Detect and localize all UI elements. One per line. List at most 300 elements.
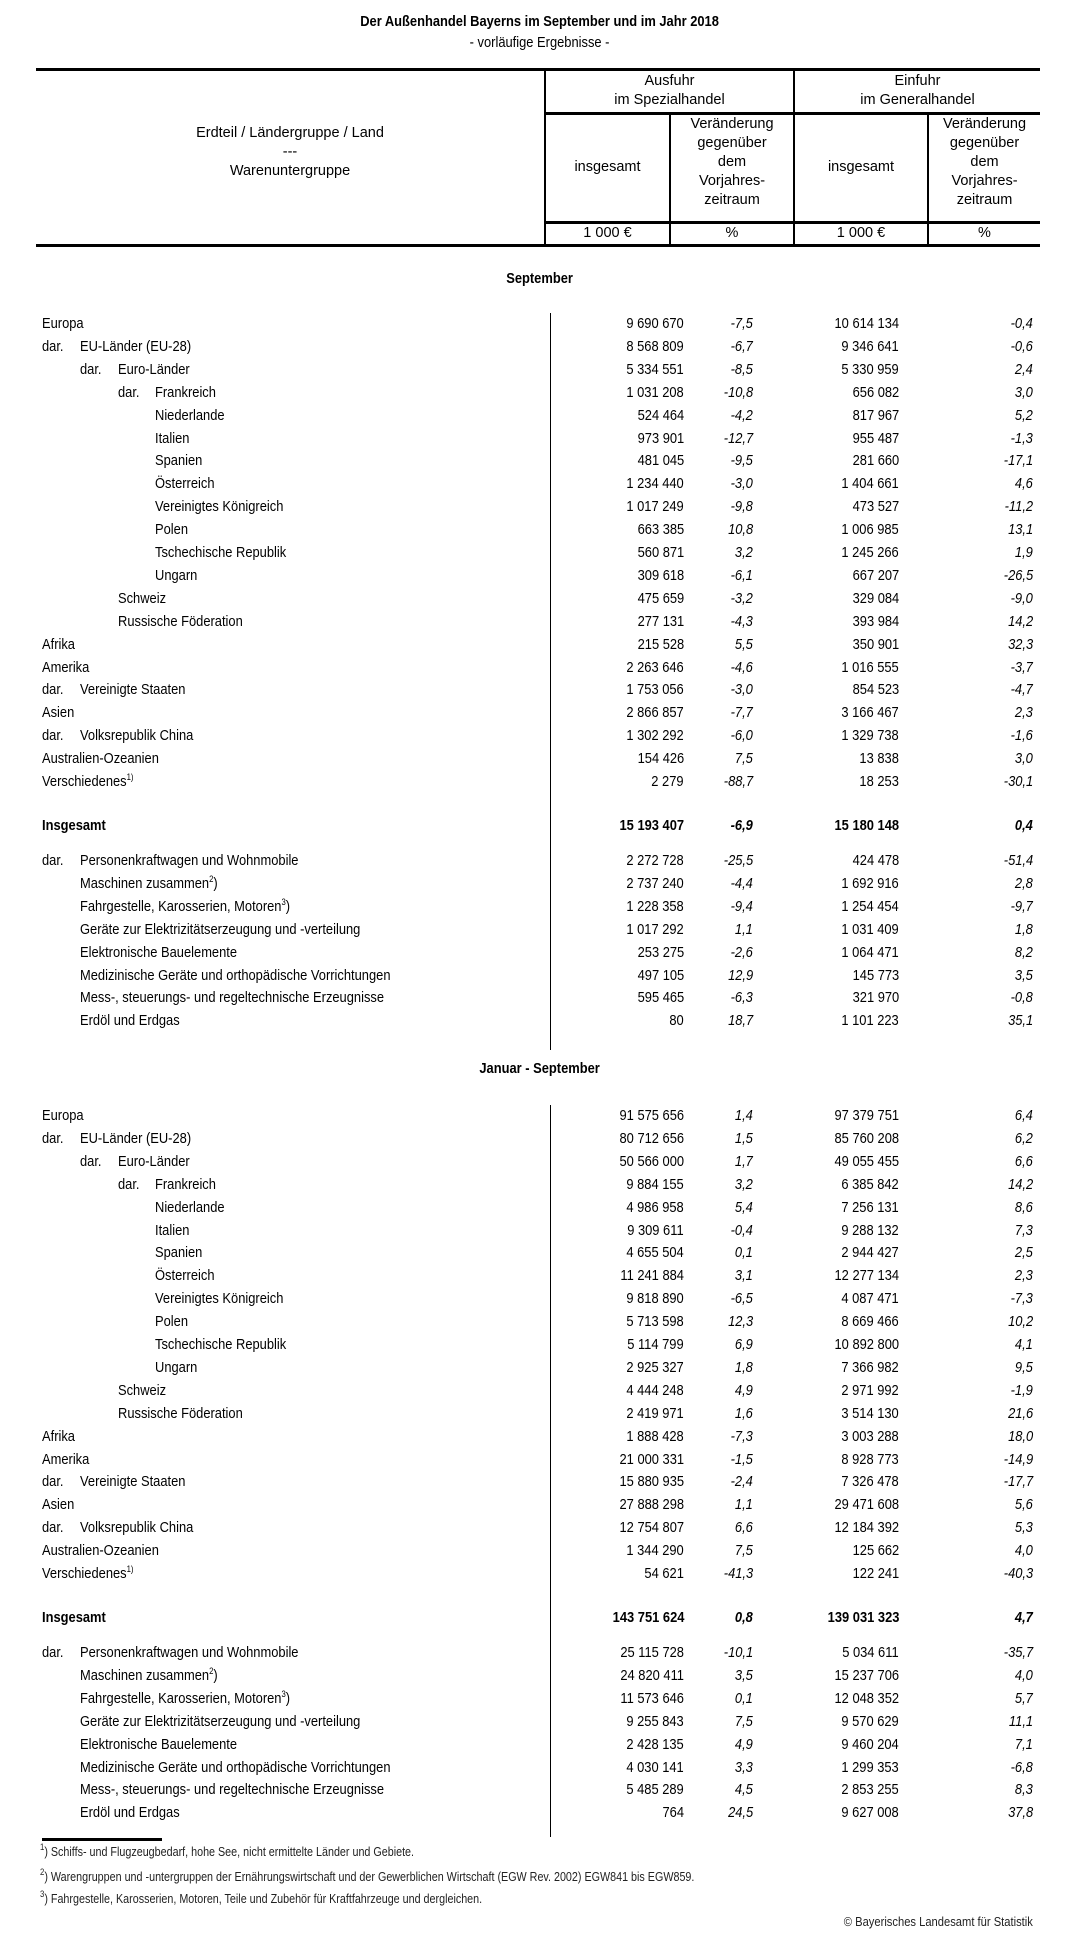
row-label (80, 965, 391, 987)
import-change-cell: -1,3 (1010, 429, 1033, 447)
import-change-cell: 14,2 (1007, 612, 1033, 630)
import-change-cell: 1,8 (1015, 920, 1033, 938)
export-total-cell: 9 884 155 (626, 1175, 684, 1193)
import-change-cell: -3,7 (1010, 658, 1033, 676)
table-row (0, 873, 1079, 895)
row-label-text: Österreich (155, 1267, 215, 1285)
import-change-cell: 32,3 (1007, 635, 1033, 653)
export-total-cell: 80 (669, 1012, 684, 1030)
export-total-cell: 27 888 298 (619, 1496, 684, 1514)
row-label (118, 1380, 166, 1402)
row-label-text: Italien (155, 429, 190, 447)
row-label (42, 1426, 75, 1448)
export-change-cell: 3,5 (735, 1666, 753, 1684)
row-label-text: Ungarn (155, 1358, 198, 1376)
import-change-cell: 6,6 (1015, 1152, 1033, 1170)
export-change-cell: -4,6 (730, 658, 753, 676)
change-line: Vorjahres- (951, 173, 1018, 189)
export-total-cell: 2 419 971 (626, 1404, 684, 1422)
import-total-cell: 7 366 982 (841, 1358, 899, 1376)
export-change-cell: 1,4 (735, 1107, 753, 1124)
row-label-text: EU-Länder (EU-28) (80, 1129, 192, 1147)
change-line: Veränderung (942, 116, 1027, 132)
export-total-cell: 54 621 (644, 1565, 684, 1582)
import-total-cell: 7 326 478 (841, 1473, 899, 1491)
import-total-cell: 1 404 661 (841, 475, 899, 493)
dar-prefix: dar. (42, 1129, 64, 1147)
row-label-text: Schweiz (118, 1381, 167, 1399)
table-row (0, 702, 1079, 724)
row-label-text: Tschechische Republik (155, 1336, 287, 1353)
table-row (0, 725, 1079, 747)
export-change-cell: -6,1 (730, 566, 753, 584)
row-label (155, 428, 189, 450)
table-row (0, 1540, 1079, 1562)
import-total-cell: 15 237 706 (834, 1666, 899, 1684)
change-line: zeitraum (956, 192, 1013, 208)
import-change-cell: -11,2 (1004, 498, 1033, 516)
row-label-text: Europa (42, 1107, 84, 1124)
dar-prefix: dar. (42, 1473, 64, 1491)
table-row (0, 748, 1079, 770)
export-change-cell: 12,3 (727, 1313, 753, 1331)
footnote-mark: 3 (40, 1889, 45, 1899)
export-change-cell: 3,2 (735, 544, 753, 561)
footnote-ref: 2 (209, 1665, 214, 1676)
row-label-text: Amerika (42, 658, 90, 676)
import-total-cell: 1 031 409 (841, 920, 899, 938)
table-row (0, 359, 1079, 381)
row-label (118, 611, 243, 633)
row-label (155, 1311, 188, 1333)
row-label-text: Asien (42, 704, 75, 722)
table-row (0, 588, 1079, 610)
table-row (0, 771, 1079, 793)
import-change-cell: 14,2 (1007, 1175, 1033, 1193)
export-total-cell: 764 (662, 1804, 684, 1822)
import-total-cell: 10 892 800 (834, 1336, 899, 1353)
footnote-ref: 1) (126, 1564, 134, 1574)
export-change-cell: -7,5 (730, 315, 753, 332)
footnote-ref: 3 (281, 896, 286, 907)
import-total-cell: 350 901 (852, 635, 899, 653)
row-label (80, 1757, 391, 1779)
table-row (0, 473, 1079, 495)
import-total-cell: 393 984 (852, 612, 899, 630)
row-label-text: Spanien (155, 1244, 203, 1262)
import-change-cell: 6,4 (1015, 1107, 1033, 1124)
export-total-cell: 1 888 428 (626, 1427, 684, 1445)
table-row (0, 382, 1079, 404)
import-change-cell: -0,4 (1010, 315, 1033, 332)
row-label-text: Asien (42, 1496, 75, 1514)
header-bottom-rule (36, 244, 1040, 247)
export-total-cell: 21 000 331 (619, 1450, 684, 1468)
table-row (0, 1494, 1079, 1516)
export-total-cell: 2 279 (651, 773, 684, 790)
row-label-text: Polen (155, 521, 189, 539)
import-total-cell: 4 087 471 (841, 1290, 899, 1308)
import-total-cell: 10 614 134 (834, 315, 899, 332)
export-change-cell: -3,0 (730, 681, 753, 699)
row-label-text: Euro-Länder (118, 1152, 190, 1170)
import-total-cell: 125 662 (852, 1542, 899, 1560)
row-label (155, 542, 286, 564)
export-change-cell: 10,8 (727, 521, 753, 539)
import-change-cell: -26,5 (1003, 566, 1033, 584)
import-change-cell: 7,3 (1015, 1221, 1033, 1239)
dar-prefix: dar. (118, 383, 140, 401)
table-row (0, 313, 1079, 335)
total-row (0, 815, 1079, 837)
change-line: dem (970, 154, 999, 170)
import-total-cell: 3 166 467 (841, 704, 899, 722)
table-row (0, 1105, 1079, 1127)
import-total-cell: 5 330 959 (841, 360, 899, 378)
import-change-cell: 8,6 (1015, 1198, 1033, 1216)
export-total-cell: 475 659 (637, 589, 684, 607)
row-label-text: Maschinen zusammen (80, 1666, 210, 1684)
export-change-cell: 3,2 (735, 1175, 753, 1193)
export-change-cell: -4,4 (730, 874, 753, 892)
export-change-cell: -6,3 (730, 989, 753, 1007)
export-change-cell: 6,6 (735, 1519, 753, 1537)
import-total-cell: 3 514 130 (841, 1404, 899, 1422)
row-label (42, 1607, 106, 1629)
table-row (0, 428, 1079, 450)
footnote (40, 1889, 483, 1906)
row-label (155, 473, 215, 495)
row-label (155, 1197, 225, 1219)
table-row (0, 1426, 1079, 1448)
row-label (155, 1242, 202, 1264)
import-change-cell: 10,2 (1007, 1313, 1033, 1331)
row-label (118, 1403, 243, 1425)
row-label-text: Mess-, steuerungs- und regeltechnische Erzeugnisse (80, 1781, 385, 1799)
row-label (42, 657, 89, 679)
export-change-cell: 1,6 (735, 1404, 753, 1422)
row-label (42, 771, 134, 793)
export-change-cell: 5,4 (735, 1198, 753, 1216)
row-label-text: Geräte zur Elektrizitätserzeugung und -verteilung (80, 920, 361, 938)
row-label-header (36, 124, 544, 181)
change-line: gegenüber (697, 135, 767, 151)
export-total-cell: 2 737 240 (626, 874, 684, 892)
row-label-text: Verschiedenes (42, 1565, 127, 1582)
export-change-cell: -10,1 (723, 1644, 753, 1661)
row-label (80, 679, 185, 701)
export-change-cell: -2,4 (730, 1473, 753, 1491)
dar-prefix: dar. (42, 681, 64, 699)
import-change-cell: 3,0 (1015, 750, 1033, 768)
import-change-cell: -0,8 (1010, 989, 1033, 1007)
export-total-cell: 1 031 208 (626, 383, 684, 401)
table-row (0, 1242, 1079, 1264)
row-label (155, 565, 197, 587)
table-row (0, 542, 1079, 564)
export-total-cell: 80 712 656 (619, 1129, 684, 1147)
table-row (0, 1174, 1079, 1196)
export-change-cell: 6,9 (735, 1336, 753, 1353)
import-total-header: insgesamt (827, 159, 895, 175)
export-total-cell: 309 618 (637, 566, 684, 584)
export-total-cell: 91 575 656 (619, 1107, 684, 1124)
table-row (0, 1197, 1079, 1219)
export-line-1: Ausfuhr (644, 73, 695, 89)
export-total-cell: 973 901 (637, 429, 684, 447)
import-total-cell: 29 471 608 (834, 1496, 899, 1514)
import-total-cell: 12 277 134 (834, 1267, 899, 1285)
import-total-cell: 18 253 (859, 773, 899, 790)
row-label (155, 450, 202, 472)
export-change-cell: 7,5 (735, 1542, 753, 1560)
table-row (0, 1517, 1079, 1539)
header-top-rule (36, 68, 1040, 71)
export-total-cell: 15 193 407 (619, 816, 684, 834)
export-change-cell: -4,2 (730, 406, 753, 424)
footnote-text: ) Fahrgestelle, Karosserien, Motoren, Teile und Zubehör für Kraftfahrzeuge und dergleichen. (44, 1892, 483, 1906)
row-label (80, 725, 193, 747)
row-label (155, 1265, 215, 1287)
export-total-cell: 524 464 (637, 406, 684, 424)
export-change-cell: 0,1 (735, 1689, 753, 1707)
row-label-text: Afrika (42, 1427, 75, 1445)
export-change-cell: 7,5 (735, 750, 753, 768)
row-label (118, 1151, 190, 1173)
export-total-header: insgesamt (574, 159, 641, 175)
row-label (80, 873, 218, 895)
export-total-cell: 50 566 000 (619, 1152, 684, 1170)
row-label (80, 1711, 360, 1733)
table-row (0, 1688, 1079, 1710)
export-total-cell: 9 818 890 (626, 1290, 684, 1308)
import-total-cell: 955 487 (852, 429, 899, 447)
import-total-cell: 281 660 (852, 452, 899, 470)
row-label-text: Geräte zur Elektrizitätserzeugung und -verteilung (80, 1712, 361, 1730)
footnote-mark: 1 (40, 1842, 45, 1852)
export-total-cell: 1 753 056 (626, 681, 684, 699)
export-change-cell: -2,6 (730, 943, 753, 961)
footnote-ref: 3 (281, 1688, 286, 1699)
export-total-cell: 1 302 292 (626, 727, 684, 745)
row-label-text: Verschiedenes (42, 773, 127, 790)
row-label-text: Volksrepublik China (80, 727, 194, 745)
export-change-cell: 5,5 (735, 635, 753, 653)
import-total-cell: 329 084 (852, 589, 899, 607)
export-total-cell: 2 925 327 (626, 1358, 684, 1376)
row-label (155, 1334, 286, 1356)
footnote-ref: 1) (126, 772, 134, 782)
footnote-ref-paren: ) (213, 1666, 218, 1684)
row-label-text: Tschechische Republik (155, 544, 287, 561)
export-change-cell: 12,9 (727, 966, 753, 984)
export-total-cell: 11 241 884 (620, 1267, 684, 1285)
export-total-cell: 2 272 728 (626, 852, 684, 869)
row-label-text: Elektronische Bauelemente (80, 943, 238, 961)
row-label-text: Australien-Ozeanien (42, 750, 159, 768)
import-change-cell: -7,3 (1010, 1290, 1033, 1308)
import-change-cell: -1,6 (1010, 727, 1033, 745)
export-change-cell: 24,5 (727, 1804, 753, 1822)
export-change-cell: -12,7 (723, 429, 753, 447)
import-total-cell: 6 385 842 (841, 1175, 899, 1193)
row-label (80, 1517, 193, 1539)
export-total-cell: 9 255 843 (626, 1712, 684, 1730)
page-subtitle: - vorläufige Ergebnisse - (469, 34, 610, 51)
import-change-cell: 4,7 (1015, 1608, 1033, 1626)
row-label (155, 519, 188, 541)
export-total-cell: 560 871 (637, 544, 684, 561)
import-change-cell: 11,1 (1008, 1712, 1033, 1730)
import-total-cell: 1 064 471 (841, 943, 899, 961)
footnote-text: ) Schiffs- und Flugzeugbedarf, hohe See, nicht ermittelte Länder und Gebiete. (44, 1845, 415, 1859)
row-label-text: Frankreich (155, 1175, 216, 1193)
row-label-text: Erdöl und Erdgas (80, 1012, 180, 1030)
import-total-cell: 12 048 352 (834, 1689, 899, 1707)
table-row (0, 1128, 1079, 1150)
row-label (80, 919, 360, 941)
import-change-cell: 4,0 (1015, 1542, 1033, 1560)
import-total-cell: 15 180 148 (834, 816, 899, 834)
import-change-cell: 0,4 (1015, 816, 1033, 834)
table-row (0, 942, 1079, 964)
row-label-text: Australien-Ozeanien (42, 1542, 159, 1560)
row-label (80, 987, 384, 1009)
table-row (0, 1734, 1079, 1756)
import-change-cell: 5,3 (1015, 1519, 1033, 1537)
dar-prefix: dar. (42, 727, 64, 745)
total-row (0, 1607, 1079, 1629)
import-total-cell: 321 970 (852, 989, 899, 1007)
row-label (80, 1010, 180, 1032)
export-change-cell: 1,1 (735, 1496, 753, 1514)
export-change-cell: 0,8 (735, 1608, 753, 1626)
export-change-cell: -25,5 (723, 852, 753, 869)
import-change-cell: -51,4 (1003, 852, 1033, 869)
import-total-cell: 9 288 132 (841, 1221, 899, 1239)
import-change-cell: 3,5 (1015, 966, 1033, 984)
import-total-cell: 12 184 392 (834, 1519, 899, 1537)
import-change-cell: 2,3 (1015, 1267, 1033, 1285)
row-label (80, 850, 298, 872)
table-row (0, 657, 1079, 679)
import-total-cell: 9 460 204 (841, 1735, 899, 1753)
import-total-cell: 2 944 427 (841, 1244, 899, 1262)
import-total-cell: 85 760 208 (834, 1129, 899, 1147)
import-total-cell: 1 299 353 (841, 1758, 899, 1776)
export-total-cell: 1 234 440 (626, 475, 684, 493)
import-change-cell: -17,7 (1003, 1473, 1033, 1491)
table-row (0, 1220, 1079, 1242)
export-change-cell: -6,9 (730, 816, 753, 834)
export-total-cell: 154 426 (637, 750, 684, 768)
table-row (0, 1665, 1079, 1687)
import-change-cell: -17,1 (1003, 452, 1033, 470)
export-total-cell: 1 017 292 (626, 920, 684, 938)
import-total-cell: 97 379 751 (834, 1107, 899, 1124)
import-total-cell: 1 692 916 (841, 874, 899, 892)
export-change-cell: 0,1 (735, 1244, 753, 1262)
export-change-cell: 1,7 (735, 1152, 753, 1170)
page-title: Der Außenhandel Bayerns im September und im Jahr 2018 (360, 13, 719, 30)
import-total-cell: 2 853 255 (841, 1781, 899, 1799)
row-label (80, 1128, 191, 1150)
group-header-import (795, 72, 1040, 110)
table-row (0, 1642, 1079, 1664)
row-label (42, 1563, 134, 1585)
row-label-text: Insgesamt (42, 1608, 106, 1626)
table-row (0, 1010, 1079, 1032)
table-row (0, 1471, 1079, 1493)
export-total-cell: 5 114 799 (627, 1336, 684, 1353)
unit-export-total: 1 000 € (583, 225, 632, 241)
table-row (0, 1357, 1079, 1379)
export-change-cell: -7,3 (730, 1427, 753, 1445)
row-label-text: Österreich (155, 475, 215, 493)
import-total-cell: 5 034 611 (842, 1644, 899, 1661)
footnote (40, 1842, 415, 1859)
footnote-ref: 2 (209, 873, 214, 884)
row-label-text: Vereinigtes Königreich (155, 498, 284, 516)
section-title: Januar - September (479, 1060, 600, 1077)
import-change-cell: -30,1 (1003, 773, 1033, 790)
unit-export-change: % (725, 225, 739, 241)
import-change-cell: 5,7 (1015, 1689, 1033, 1707)
row-label (42, 1105, 84, 1127)
row-label-text: Ungarn (155, 566, 198, 584)
row-label-text: Niederlande (155, 1198, 225, 1216)
dar-prefix: dar. (118, 1175, 140, 1193)
row-label (80, 1642, 298, 1664)
import-change-cell: -9,7 (1010, 897, 1033, 915)
export-change-cell: 4,9 (735, 1735, 753, 1753)
import-change-cell: 4,1 (1015, 1336, 1033, 1353)
footnote-ref-paren: ) (285, 897, 291, 915)
footnote (40, 1867, 695, 1884)
import-change-cell: 2,5 (1015, 1244, 1033, 1262)
import-change-cell: 4,6 (1015, 475, 1033, 493)
row-label-text: Insgesamt (42, 816, 106, 834)
row-label-text: Personenkraftwagen und Wohnmobile (80, 1644, 299, 1661)
export-change-cell: -6,5 (730, 1290, 753, 1308)
row-label (155, 496, 283, 518)
export-total-cell: 2 263 646 (626, 658, 684, 676)
row-label (155, 1174, 216, 1196)
export-total-cell: 277 131 (637, 612, 684, 630)
import-change-cell: 3,0 (1015, 383, 1033, 401)
import-change-cell: 18,0 (1007, 1427, 1033, 1445)
table-row (0, 1802, 1079, 1824)
import-total-cell: 1 254 454 (841, 897, 899, 915)
export-total-cell: 2 428 135 (626, 1735, 684, 1753)
import-change-cell: -0,6 (1010, 337, 1033, 355)
export-total-cell: 4 444 248 (626, 1381, 684, 1399)
import-total-cell: 139 031 323 (827, 1608, 899, 1626)
export-change-cell: -1,5 (730, 1450, 753, 1468)
table-row (0, 1380, 1079, 1402)
row-label-text: Erdöl und Erdgas (80, 1804, 180, 1822)
row-label-text: Medizinische Geräte und orthopädische Vorrichtungen (80, 966, 391, 984)
dar-prefix: dar. (42, 1519, 64, 1537)
import-change-cell: 13,1 (1007, 521, 1033, 539)
row-label-text: Italien (155, 1221, 190, 1239)
import-total-cell: 1 329 738 (841, 727, 899, 745)
export-total-cell: 4 030 141 (626, 1758, 684, 1776)
row-label (118, 588, 166, 610)
export-total-cell: 4 986 958 (626, 1198, 684, 1216)
change-line: gegenüber (949, 135, 1020, 151)
export-change-cell: -6,0 (730, 727, 753, 745)
